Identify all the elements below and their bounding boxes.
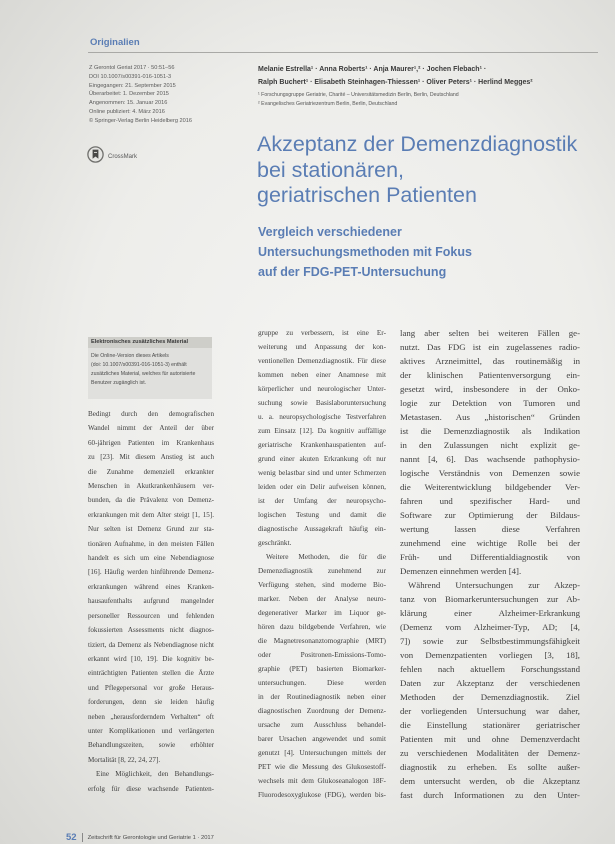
text-line: u. a. neuropsychologische Testverfahren bbox=[258, 412, 386, 421]
subtitle-line: Vergleich verschiedener bbox=[258, 225, 402, 239]
text-line: Die Online-Version dieses Artikels bbox=[91, 353, 169, 359]
text-line: Bedingt durch den demografischen bbox=[88, 410, 214, 418]
text-line: Weitere Methoden, die für die bbox=[266, 552, 386, 561]
text-line: marker. Neben der Analyse neuro- bbox=[258, 594, 386, 603]
text-line: hören dazu bildgebende Verfahren, wie bbox=[258, 622, 386, 631]
text-line: Metastasen. Aus „historischen“ Gründen bbox=[400, 412, 580, 422]
text-line: logie zur Detektion von Tumoren und bbox=[400, 398, 580, 408]
accepted-date: Angenommen: 15. Januar 2016 bbox=[89, 100, 168, 107]
article-metadata bbox=[89, 64, 239, 126]
article-title bbox=[257, 132, 577, 209]
text-line: körperlicher und neurologischer Unter- bbox=[258, 384, 386, 393]
text-line: [16]. Häufig werden hinführende Demenz- bbox=[88, 568, 214, 577]
text-line: kommen neben einer Anamnese mit bbox=[258, 370, 386, 379]
text-line: Verfügung stehen, sind moderne Bio- bbox=[258, 580, 386, 589]
revised-date: Überarbeitet: 1. Dezember 2015 bbox=[89, 91, 169, 98]
paragraph bbox=[258, 326, 386, 550]
text-line: bunden, da die Prävalenz von Demenz- bbox=[88, 496, 214, 505]
text-line: diagnostischen Zuordnung der Demenz- bbox=[258, 706, 386, 715]
text-line: hausaufenthalts aufgrund mangelnder bbox=[88, 597, 214, 606]
text-line: Fluorodesoxyglukose (FDG), werden bis- bbox=[258, 790, 386, 799]
copyright-line: © Springer-Verlag Berlin Heidelberg 2016 bbox=[89, 117, 193, 124]
text-line: weiterung und Anpassung der kon- bbox=[258, 342, 386, 351]
text-line: zunehmend eine wichtige Rolle bei der bbox=[400, 538, 580, 548]
text-line: Software zur Optimierung der Bildaus- bbox=[400, 510, 580, 520]
text-line: (Demenz vom Alzheimer-Typ, AD; [4, bbox=[400, 622, 580, 632]
paragraph bbox=[88, 767, 214, 796]
page-footer bbox=[66, 832, 214, 843]
crossmark-label: CrossMark bbox=[108, 154, 138, 160]
text-line: 7]) sowie zur Selbstbestimmungsfähigkeit bbox=[400, 636, 580, 646]
crossmark-badge bbox=[87, 146, 137, 168]
title-line: bei stationären, bbox=[257, 157, 405, 182]
text-line: Benutzer zugänglich ist. bbox=[91, 380, 147, 386]
text-line: fahren und spezifischer Hard- und bbox=[400, 496, 580, 506]
body-column-2 bbox=[258, 326, 386, 802]
journal-name: Zeitschrift für Gerontologie und Geriatrie 1 · 2017 bbox=[87, 834, 214, 841]
text-line: unter Komplikationen und verlängerten bbox=[88, 726, 214, 735]
text-line: die Weiterentwicklung bildgebender Ver- bbox=[400, 482, 580, 492]
text-line: grund einer akuten Erkrankung oft nur bbox=[258, 454, 386, 463]
paragraph bbox=[400, 578, 580, 802]
text-line: Methoden der Demenzdiagnostik. Ziel bbox=[400, 692, 580, 702]
text-line: zusätzliches Material, welches für autorisierte bbox=[91, 371, 196, 377]
supplementary-material-box bbox=[88, 337, 212, 399]
text-line: suchung sowie Basislaboruntersuchung bbox=[258, 398, 386, 407]
text-line: wertung lassen diese Verfahren bbox=[400, 524, 580, 534]
text-line: diagnostik zu erheben. Es sollte außer- bbox=[400, 762, 580, 772]
text-line: klärung einer Alzheimer-Erkrankung bbox=[400, 608, 580, 618]
affiliation: ¹ Forschungsgruppe Geriatrie, Charité – Universitätsmedizin Berlin, Berlin, Deutschland bbox=[258, 92, 459, 98]
text-line: ursache zum Ausschluss behandel- bbox=[258, 720, 386, 729]
supplementary-material-heading: Elektronisches zusätzliches Material bbox=[88, 337, 212, 348]
text-line: Früh- und Differentialdiagnostik von bbox=[400, 552, 580, 562]
title-line: geriatrischen Patienten bbox=[257, 183, 477, 207]
text-line: PET wie die Messung des Glukosestoff- bbox=[258, 762, 386, 771]
article-subtitle bbox=[258, 222, 472, 282]
text-line: Nur selten ist Demenz Grund zur sta- bbox=[88, 525, 214, 534]
subtitle-line: Untersuchungsmethoden mit Fokus bbox=[258, 245, 472, 259]
text-line: geschränkt. bbox=[258, 538, 292, 547]
text-line: fokussierten Assessments nicht diagnos- bbox=[88, 626, 214, 635]
text-line: in der Routinediagnostik neben einer bbox=[258, 692, 386, 701]
author-line: Melanie Estrella¹ · Anna Roberts¹ · Anja Maurer¹,² · Jochen Flebach¹ · bbox=[258, 66, 487, 73]
affiliations bbox=[258, 91, 459, 109]
published-date: Online publiziert: 4. März 2016 bbox=[89, 108, 165, 115]
supplementary-material-text bbox=[88, 348, 212, 388]
text-line: (doi: 10.1007/s00391-016-1051-3) enthält bbox=[91, 362, 187, 368]
text-line: der klinischen Patientenversorgung ein- bbox=[400, 370, 580, 380]
text-line: Patienten mit und ohne Demenzverdacht bbox=[400, 734, 580, 744]
text-line: zum Einsatz [12]. Da kognitiv auffällige bbox=[258, 426, 386, 435]
text-line: diagnostische Aussagekraft häufig ein- bbox=[258, 524, 386, 533]
header-rule bbox=[88, 52, 598, 53]
text-line: fast durch Informationen zu den Unter- bbox=[400, 790, 580, 800]
text-line: in den Zulassungen nicht explizit ge- bbox=[400, 440, 580, 450]
text-line: gesetzt wird, insbesondere in der Onko- bbox=[400, 384, 580, 394]
text-line: untersuchungen. Diese werden bbox=[258, 678, 386, 687]
footer-separator bbox=[82, 833, 83, 842]
text-line: geriatrische Krankenhauspatienten auf- bbox=[258, 440, 386, 449]
text-line: gruppe zu verbessern, ist eine Er- bbox=[258, 328, 386, 337]
text-line: tiziert, da Demenz als Nebendiagnose nicht bbox=[88, 640, 214, 649]
text-line: fehlen nach aktuellem Forschungsstand bbox=[400, 664, 580, 674]
affiliation: ² Evangelisches Geriatriezentrum Berlin, Berlin, Deutschland bbox=[258, 101, 398, 107]
paragraph bbox=[400, 326, 580, 578]
text-line: erkannt wird [10, 19]. Die kognitiv be- bbox=[88, 654, 214, 663]
text-line: personeller Ressourcen und fehlenden bbox=[88, 611, 214, 620]
title-line: Akzeptanz der Demenzdiagnostik bbox=[257, 132, 578, 156]
text-line: logische Verständnis von Demenzen sowie bbox=[400, 468, 580, 478]
doi-line: DOI 10.1007/s00391-016-1051-3 bbox=[89, 73, 172, 80]
text-line: Daten zur Akzeptanz der verschiedenen bbox=[400, 678, 580, 688]
text-line: aktives Arzneimittel, das routinemäßig in bbox=[400, 356, 580, 366]
author-list bbox=[258, 63, 533, 89]
text-line: zu verschiedenen Modalitäten der Demenz- bbox=[400, 748, 580, 758]
text-line: Während Untersuchungen zur Akzep- bbox=[408, 580, 580, 590]
text-line: erfolg für diese wachsende Patienten- bbox=[88, 784, 214, 793]
text-line: einträchtigten Patienten stellen die Ärzte bbox=[88, 669, 214, 678]
text-line: Mortalität [8, 22, 24, 27]. bbox=[88, 755, 161, 764]
text-line: zu [23]. Mit diesem Anstieg ist auch bbox=[88, 453, 214, 462]
text-line: handelt es sich um eine Nebendiagnose bbox=[88, 554, 214, 563]
text-line: Wandel nimmt der Anteil der über bbox=[88, 424, 214, 433]
body-column-3 bbox=[400, 326, 580, 802]
text-line: degenerativer Marker im Liquor ge- bbox=[258, 608, 386, 617]
text-line: logischen Testung und damit die bbox=[258, 510, 386, 519]
text-line: Demenzen einnehmen werden [4]. bbox=[400, 566, 522, 576]
text-line: nannt [4, 6]. Das wachsende pathophysio- bbox=[400, 454, 580, 464]
text-line: leiden oder ein Delir aufweisen können, bbox=[258, 482, 386, 491]
text-line: und Pflegepersonal vor große Heraus- bbox=[88, 683, 214, 692]
text-line: oder Positronen-Emissions-Tomo- bbox=[258, 650, 386, 659]
text-line: wenig belastbar sind und unter Schmerzen bbox=[258, 468, 386, 477]
text-line: dem untersucht werden, ob die Akzeptanz bbox=[400, 776, 580, 786]
text-line: nutzt. Das FDG ist ein zugelassenes radio- bbox=[400, 342, 580, 352]
author-line: Ralph Buchert¹ · Elisabeth Steinhagen-Thiessen¹ · Oliver Peters¹ · Herlind Megges² bbox=[258, 79, 533, 86]
text-line: barer Ursachen angewendet und somit bbox=[258, 734, 386, 743]
page-number: 52 bbox=[66, 832, 77, 843]
body-column-1 bbox=[88, 407, 214, 796]
text-line: erkrankungen mit dem Alter steigt [1, 15]. bbox=[88, 510, 214, 519]
received-date: Eingegangen: 21. September 2015 bbox=[89, 82, 176, 89]
text-line: erkrankungen während eines Kranken- bbox=[88, 582, 214, 591]
text-line: der vorliegenden Untersuchung war daher, bbox=[400, 706, 580, 716]
text-line: lang aber selten bei weiteren Fällen ge- bbox=[400, 328, 580, 338]
text-line: Menschen in Akutkrankenhäusern ver- bbox=[88, 482, 214, 491]
section-label: Originalien bbox=[90, 37, 140, 48]
subtitle-line: auf der FDG-PET-Untersuchung bbox=[258, 265, 447, 279]
crossmark-icon bbox=[87, 146, 104, 168]
text-line: die Magnetresonanztomographie (MRT) bbox=[258, 636, 386, 645]
citation-line: Z Gerontol Geriat 2017 · 50:51–56 bbox=[89, 65, 175, 71]
text-line: die Zunahme demenziell erkrankter bbox=[88, 467, 214, 476]
text-line: neben „herausforderndem Verhalten“ oft bbox=[88, 712, 214, 721]
text-line: 60-jährigen Patienten im Krankenhaus bbox=[88, 438, 214, 447]
text-line: ist die Demenzdiagnostik als Indikation bbox=[400, 426, 580, 436]
text-line: ist der Umfang der neuropsycho- bbox=[258, 496, 386, 505]
text-line: ventionellen Demenzdiagnostik. Für diese bbox=[258, 356, 386, 365]
text-line: wechsels mit dem Glukoseanalogon 18F- bbox=[258, 776, 386, 785]
text-line: graphie (PET) basierten Biomarker- bbox=[258, 664, 386, 673]
text-line: von Demenzpatienten vorliegen [3, 18], bbox=[400, 650, 580, 660]
text-line: Eine Möglichkeit, den Behandlungs- bbox=[96, 770, 214, 779]
text-line: tionären Aufnahme, in den meisten Fällen bbox=[88, 539, 214, 548]
text-line: genutzt [4]. Untersuchungen mittels der bbox=[258, 748, 386, 757]
text-line: Demenzdiagnostik zunehmend zur bbox=[258, 566, 386, 575]
text-line: Behandlungszeiten, sowie erhöhter bbox=[88, 741, 214, 750]
paragraph bbox=[88, 407, 214, 767]
text-line: tanz von Biomarkeruntersuchungen zur Ab- bbox=[400, 594, 580, 604]
text-line: forderungen, denn sie leiden häufig bbox=[88, 698, 214, 707]
text-line: die Einstellung stationärer geriatrischer bbox=[400, 720, 580, 730]
paragraph bbox=[258, 550, 386, 802]
